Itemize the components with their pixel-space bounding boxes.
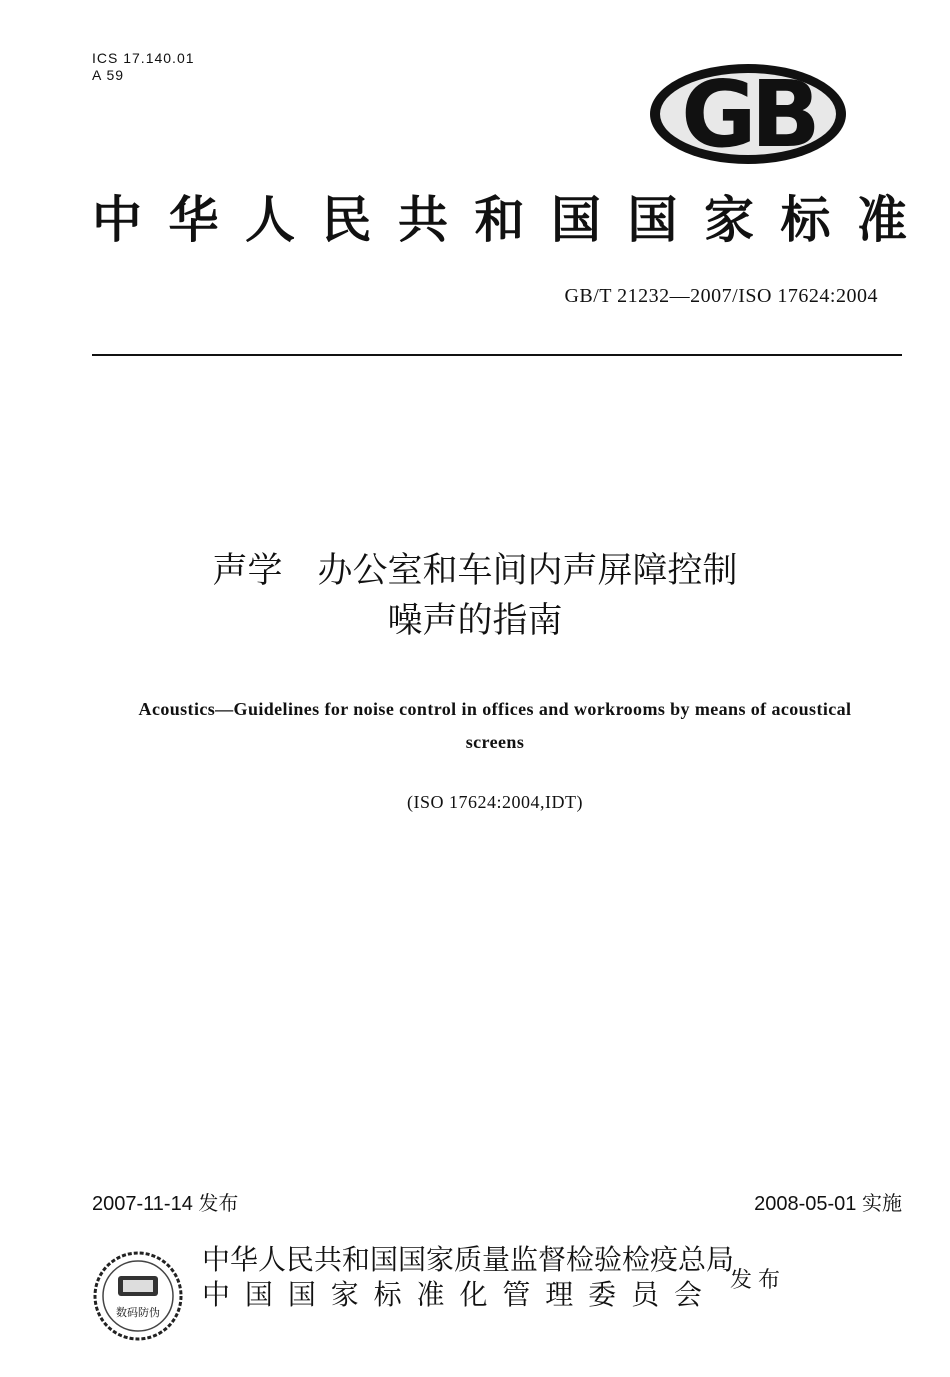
issuer-aqsiq: 中华人民共和国国家质量监督检验检疫总局: [202, 1243, 735, 1276]
document-title-english: Acoustics—Guidelines for noise control in offices and workrooms by means of acoustical screens: [138, 699, 852, 752]
issue-date: 2007-11-14 发布: [92, 1193, 239, 1215]
issuer-char: 国: [244, 1278, 273, 1311]
issuer-sac: [202, 1277, 702, 1313]
gb-logo: [648, 62, 848, 166]
issuer-char: 管: [502, 1278, 531, 1311]
issuer-char: 员: [631, 1278, 660, 1311]
title-char: 民: [321, 190, 372, 249]
iso-equivalence: (ISO 17624:2004,IDT): [407, 792, 583, 812]
ccs-code: A 59: [92, 67, 125, 83]
issuer-char: 中: [202, 1278, 231, 1311]
standard-number: GB/T 21232—2007/ISO 17624:2004: [564, 285, 878, 307]
gb-logo-text: GB: [681, 62, 815, 166]
ics-code: ICS 17.140.01: [92, 50, 195, 66]
title-char: 家: [704, 190, 754, 249]
title-char: 准: [857, 190, 907, 249]
issuer-char: 标: [373, 1278, 402, 1311]
issuer-char: 化: [459, 1278, 488, 1311]
title-char: 共: [398, 190, 448, 249]
title-char: 国: [627, 190, 678, 249]
title-zh-line-2: 噪声的指南: [387, 601, 563, 641]
anti-counterfeit-seal: [92, 1250, 184, 1342]
seal-label: 数码防伪: [116, 1306, 160, 1319]
issue-verb: 发布: [730, 1268, 787, 1293]
issuer-char: 理: [545, 1278, 574, 1311]
title-char: 人: [245, 190, 295, 249]
title-char: 国: [551, 190, 601, 249]
title-zh-line-1: 声学 办公室和车间内声屏障控制: [212, 551, 738, 591]
issuer-char: 委: [588, 1278, 617, 1311]
title-char: 中: [92, 190, 142, 249]
issuer-char: 家: [330, 1278, 359, 1311]
classification-codes: [92, 50, 195, 84]
title-char: 标: [780, 190, 831, 249]
issuer-char: 会: [673, 1278, 702, 1311]
document-title-chinese: [0, 546, 950, 646]
title-char: 和: [474, 190, 525, 249]
title-char: 华: [168, 190, 219, 249]
header-divider: [92, 354, 902, 356]
implementation-date: 2008-05-01 实施: [754, 1193, 902, 1215]
issuer-char: 准: [416, 1278, 445, 1311]
national-standard-title: [92, 188, 907, 252]
issuer-char: 国: [287, 1278, 316, 1311]
